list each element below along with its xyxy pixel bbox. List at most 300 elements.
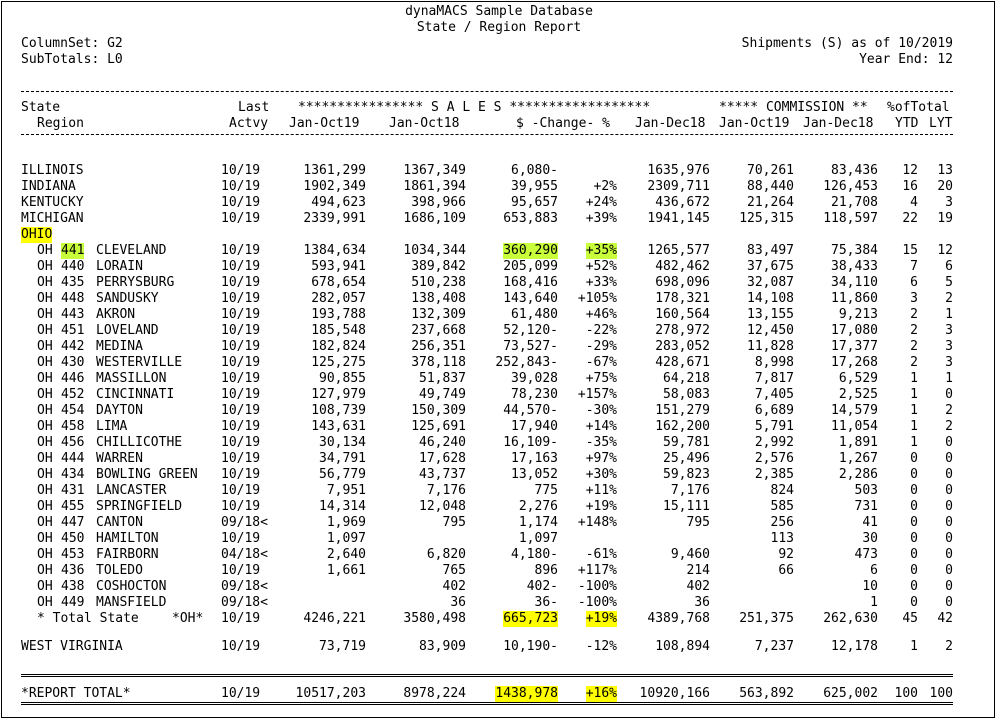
last-activity: 10/19	[221, 259, 261, 274]
change-amount: 205,099	[503, 259, 558, 274]
change-amount: 665,723	[503, 611, 558, 626]
change-percent: +14%	[585, 419, 617, 434]
sales-jan-oct18: 378,118	[411, 355, 466, 370]
change-percent: +157%	[577, 387, 617, 402]
sales-jan-oct18: 12,048	[419, 499, 466, 514]
change-amount: 95,657	[511, 195, 558, 210]
change-percent: +11%	[585, 483, 617, 498]
pct-total-ytd: 22	[902, 211, 918, 226]
sales-jan-dec18: 283,052	[655, 339, 710, 354]
pct-total-lyt: 0	[945, 467, 953, 482]
sales-jan-dec18: 15,111	[663, 499, 710, 514]
pct-total-lyt: 0	[945, 499, 953, 514]
change-amount: 775	[534, 483, 558, 498]
commission-jan-oct19: 7,405	[754, 387, 794, 402]
change-percent: +46%	[585, 307, 617, 322]
change-percent: +35%	[585, 243, 617, 258]
pct-total-lyt: 0	[945, 435, 953, 450]
region-state-code: OH	[37, 483, 53, 498]
pct-total-ytd: 6	[910, 275, 918, 290]
commission-jan-dec18: 9,213	[838, 307, 878, 322]
region-code: 444	[61, 451, 85, 466]
last-activity: 10/19	[221, 323, 261, 338]
last-activity: 10/19	[221, 371, 261, 386]
report-total-label: *REPORT TOTAL*	[21, 686, 131, 701]
commission-jan-dec18: 41	[862, 515, 878, 530]
commission-jan-oct19: 14,108	[747, 291, 794, 306]
sales-jan-dec18: 2309,711	[647, 179, 710, 194]
commission-jan-oct19: 824	[770, 483, 794, 498]
region-code: 451	[61, 323, 85, 338]
commission-jan-oct19: 37,675	[747, 259, 794, 274]
sales-jan-dec18: 178,321	[655, 291, 710, 306]
sales-jan-oct18: 237,668	[411, 323, 466, 338]
region-code: 430	[61, 355, 85, 370]
sales-jan-oct18: 1034,344	[403, 243, 466, 258]
region-state-code: OH	[37, 531, 53, 546]
region-name: FAIRBORN	[96, 547, 159, 562]
change-percent: -29%	[585, 339, 617, 354]
last-activity: 10/19	[221, 307, 261, 322]
sales-jan-dec18: 160,564	[655, 307, 710, 322]
region-code: 446	[61, 371, 85, 386]
commission-jan-oct19: 66	[778, 563, 794, 578]
region-code: 434	[61, 467, 85, 482]
last-activity: 10/19	[221, 499, 261, 514]
pct-total-lyt: 13	[937, 163, 953, 178]
sales-jan-oct19: 678,654	[311, 275, 366, 290]
last-activity: 10/19	[221, 243, 261, 258]
pct-total-ytd: 0	[910, 499, 918, 514]
commission-jan-dec18: 731	[854, 499, 878, 514]
region-code: 455	[61, 499, 85, 514]
commission-jan-oct19: 6,689	[754, 403, 794, 418]
commission-jan-dec18: 38,433	[831, 259, 878, 274]
change-percent: -12%	[585, 639, 617, 654]
region-code: 435	[61, 275, 85, 290]
region-name: SPRINGFIELD	[96, 499, 183, 514]
change-amount: 73,527-	[503, 339, 558, 354]
sales-jan-dec18: 482,462	[655, 259, 710, 274]
region-name: COSHOCTON	[96, 579, 167, 594]
col-jan-oct19: Jan-Oct19	[289, 116, 360, 131]
region-code: 443	[61, 307, 85, 322]
change-amount: 896	[534, 563, 558, 578]
pct-total-ytd: 0	[910, 563, 918, 578]
pct-total-ytd: 4	[910, 195, 918, 210]
sales-jan-oct19: 7,951	[326, 483, 366, 498]
region-state-code: OH	[37, 307, 53, 322]
state-name: WEST VIRGINIA	[21, 639, 123, 654]
sales-jan-oct19: 282,057	[311, 291, 366, 306]
pct-total-ytd: 15	[902, 243, 918, 258]
region-code: 453	[61, 547, 85, 562]
commission-jan-dec18: 21,708	[831, 195, 878, 210]
change-percent: +19%	[585, 611, 617, 626]
col-comm-jan-oct19: Jan-Oct19	[719, 116, 790, 131]
pct-total-ytd: 0	[910, 579, 918, 594]
sales-jan-oct18: 256,351	[411, 339, 466, 354]
region-name: HAMILTON	[96, 531, 159, 546]
last-activity: 10/19	[221, 163, 261, 178]
commission-jan-oct19: 88,440	[747, 179, 794, 194]
col-ytd: YTD	[895, 116, 919, 131]
pct-total-ytd: 0	[910, 515, 918, 530]
region-state-code: OH	[37, 243, 53, 258]
pct-total-ytd: 1	[910, 639, 918, 654]
sales-jan-dec18: 436,672	[655, 195, 710, 210]
sales-jan-dec18: 36	[694, 595, 710, 610]
region-name: DAYTON	[96, 403, 143, 418]
last-activity: 10/19	[221, 563, 261, 578]
last-activity: 10/19	[221, 451, 261, 466]
region-state-code: OH	[37, 259, 53, 274]
sales-jan-oct19: 1902,349	[303, 179, 366, 194]
sales-jan-dec18: 7,176	[670, 483, 710, 498]
change-amount: 4,180-	[511, 547, 558, 562]
pct-total-lyt: 2	[945, 639, 953, 654]
region-name: MEDINA	[96, 339, 143, 354]
region-state-code: OH	[37, 339, 53, 354]
sales-jan-dec18: 9,460	[670, 547, 710, 562]
region-code: 438	[61, 579, 85, 594]
last-activity: 10/19	[221, 435, 261, 450]
pct-total-lyt: 0	[945, 483, 953, 498]
region-code: 447	[61, 515, 85, 530]
pct-total-ytd: 16	[902, 179, 918, 194]
commission-jan-oct19: 8,998	[754, 355, 794, 370]
sales-jan-oct19: 1,661	[326, 563, 366, 578]
last-activity: 04/18<	[221, 547, 268, 562]
change-amount: 402-	[526, 579, 558, 594]
change-percent: +105%	[577, 291, 617, 306]
sales-jan-dec18: 162,200	[655, 419, 710, 434]
commission-jan-dec18: 83,436	[831, 163, 878, 178]
last-activity: 10/19	[221, 195, 261, 210]
pct-total-ytd: 1	[910, 387, 918, 402]
pct-total-ytd: 1	[910, 435, 918, 450]
change-percent: -30%	[585, 403, 617, 418]
commission-jan-dec18: 10	[862, 579, 878, 594]
pct-total-lyt: 0	[945, 387, 953, 402]
commission-jan-oct19: 7,237	[754, 639, 794, 654]
commission-jan-oct19: 563,892	[739, 686, 794, 701]
pct-total-lyt: 0	[945, 451, 953, 466]
last-activity: 10/19	[221, 419, 261, 434]
sales-jan-oct19: 193,788	[311, 307, 366, 322]
region-state-code: OH	[37, 435, 53, 450]
sales-jan-oct19: 1,097	[326, 531, 366, 546]
commission-jan-oct19: 7,817	[754, 371, 794, 386]
state-name: MICHIGAN	[21, 211, 84, 226]
pct-total-ytd: 0	[910, 531, 918, 546]
region-state-code: OH	[37, 499, 53, 514]
pct-total-lyt: 5	[945, 275, 953, 290]
year-end-label: Year End: 12	[859, 52, 953, 67]
commission-jan-dec18: 2,286	[838, 467, 878, 482]
shipments-label: Shipments (S) as of 10/2019	[741, 36, 953, 51]
change-amount: 13,052	[511, 467, 558, 482]
commission-jan-dec18: 12,178	[831, 639, 878, 654]
change-amount: 1,097	[518, 531, 558, 546]
pct-total-lyt: 0	[945, 595, 953, 610]
change-percent: +97%	[585, 451, 617, 466]
pct-total-lyt: 3	[945, 195, 953, 210]
pct-total-ytd: 12	[902, 163, 918, 178]
col-state: State	[21, 100, 61, 115]
change-percent: +75%	[585, 371, 617, 386]
commission-jan-oct19: 585	[770, 499, 794, 514]
commission-jan-oct19: 125,315	[739, 211, 794, 226]
last-activity: 10/19	[221, 403, 261, 418]
change-amount: 168,416	[503, 275, 558, 290]
change-amount: 44,570-	[503, 403, 558, 418]
region-name: CINCINNATI	[96, 387, 175, 402]
sales-jan-oct19: 143,631	[311, 419, 366, 434]
pct-total-lyt: 2	[945, 291, 953, 306]
sales-jan-dec18: 795	[686, 515, 710, 530]
region-name: WARREN	[96, 451, 143, 466]
commission-jan-dec18: 6,529	[838, 371, 878, 386]
last-activity: 09/18<	[221, 579, 268, 594]
region-name: PERRYSBURG	[96, 275, 175, 290]
commission-jan-oct19: 113	[770, 531, 794, 546]
sales-jan-oct18: 17,628	[419, 451, 466, 466]
sales-jan-oct19: 4246,221	[303, 611, 366, 626]
sales-jan-oct18: 43,737	[419, 467, 466, 482]
change-amount: 2,276	[518, 499, 558, 514]
state-name: OHIO	[21, 227, 53, 242]
pct-total-ytd: 1	[910, 403, 918, 418]
sales-jan-dec18: 1265,577	[647, 243, 710, 258]
commission-jan-dec18: 34,110	[831, 275, 878, 290]
pct-total-lyt: 2	[945, 403, 953, 418]
pct-total-lyt: 42	[937, 611, 953, 626]
pct-total-ytd: 0	[910, 547, 918, 562]
change-amount: 6,080-	[511, 163, 558, 178]
region-state-code: OH	[37, 547, 53, 562]
pct-total-ytd: 7	[910, 259, 918, 274]
sales-jan-oct18: 125,691	[411, 419, 466, 434]
sales-jan-oct18: 1861,394	[403, 179, 466, 194]
region-code: 436	[61, 563, 85, 578]
commission-jan-oct19: 83,497	[747, 243, 794, 258]
change-percent: +52%	[585, 259, 617, 274]
commission-jan-oct19: 92	[778, 547, 794, 562]
last-activity: 10/19	[221, 639, 261, 654]
region-state-code: OH	[37, 275, 53, 290]
sales-jan-oct18: 510,238	[411, 275, 466, 290]
change-percent: -22%	[585, 323, 617, 338]
change-amount: 1438,978	[495, 686, 558, 701]
region-state-code: OH	[37, 387, 53, 402]
col-comm-jan-dec18: Jan-Dec18	[803, 116, 874, 131]
sales-jan-oct19: 34,791	[319, 451, 366, 466]
col-change: $ -Change- %	[516, 116, 610, 131]
commission-jan-dec18: 1	[870, 595, 878, 610]
region-code: 441	[61, 243, 85, 258]
commission-jan-oct19: 11,828	[747, 339, 794, 354]
change-amount: 653,883	[503, 211, 558, 226]
region-code: 452	[61, 387, 85, 402]
region-name: AKRON	[96, 307, 136, 322]
change-amount: 360,290	[503, 243, 558, 258]
region-state-code: OH	[37, 291, 53, 306]
pct-total-ytd: 2	[910, 323, 918, 338]
change-percent: +16%	[585, 686, 617, 701]
pct-total-lyt: 3	[945, 323, 953, 338]
sales-jan-oct18: 398,966	[411, 195, 466, 210]
col-jan-oct18: Jan-Oct18	[389, 116, 460, 131]
change-amount: 61,480	[511, 307, 558, 322]
commission-jan-oct19: 256	[770, 515, 794, 530]
sales-jan-oct18: 83,909	[419, 639, 466, 654]
pct-total-lyt: 2	[945, 419, 953, 434]
sales-jan-oct19: 1384,634	[303, 243, 366, 258]
pct-total-lyt: 19	[937, 211, 953, 226]
change-amount: 39,955	[511, 179, 558, 194]
commission-jan-oct19: 12,450	[747, 323, 794, 338]
sales-jan-oct18: 8978,224	[403, 686, 466, 701]
commission-jan-dec18: 1,891	[838, 435, 878, 450]
region-code: 456	[61, 435, 85, 450]
pct-total-ytd: 3	[910, 291, 918, 306]
pct-total-ytd: 1	[910, 419, 918, 434]
change-percent: -35%	[585, 435, 617, 450]
change-percent: -67%	[585, 355, 617, 370]
commission-jan-oct19: 32,087	[747, 275, 794, 290]
sales-jan-dec18: 108,894	[655, 639, 710, 654]
commission-jan-dec18: 11,054	[831, 419, 878, 434]
change-percent: +19%	[585, 499, 617, 514]
region-code: 440	[61, 259, 85, 274]
sales-jan-oct18: 132,309	[411, 307, 466, 322]
sales-jan-dec18: 25,496	[663, 451, 710, 466]
divider-top	[21, 91, 953, 92]
change-percent: +117%	[577, 563, 617, 578]
sales-jan-dec18: 64,218	[663, 371, 710, 386]
pct-total-lyt: 20	[937, 179, 953, 194]
commission-jan-dec18: 17,268	[831, 355, 878, 370]
region-code: 431	[61, 483, 85, 498]
pct-total-lyt: 1	[945, 371, 953, 386]
region-name: MANSFIELD	[96, 595, 167, 610]
region-name: LANCASTER	[96, 483, 167, 498]
sales-jan-oct19: 494,623	[311, 195, 366, 210]
change-amount: 16,109-	[503, 435, 558, 450]
last-activity: 10/19	[221, 686, 261, 701]
last-activity: 10/19	[221, 291, 261, 306]
commission-jan-oct19: 2,992	[754, 435, 794, 450]
region-name: TOLEDO	[96, 563, 143, 578]
commission-jan-oct19: 13,155	[747, 307, 794, 322]
sales-banner: **************** S A L E S ******************	[298, 100, 651, 115]
pct-total-lyt: 100	[929, 686, 953, 701]
pct-total-lyt: 1	[945, 307, 953, 322]
sales-jan-oct18: 150,309	[411, 403, 466, 418]
commission-jan-oct19: 5,791	[754, 419, 794, 434]
region-code: 449	[61, 595, 85, 610]
pct-total-lyt: 0	[945, 563, 953, 578]
pct-total-ytd: 0	[910, 451, 918, 466]
report-title: dynaMACS Sample Database	[405, 4, 593, 19]
sales-jan-dec18: 4389,768	[647, 611, 710, 626]
region-state-code: OH	[37, 323, 53, 338]
change-amount: 17,940	[511, 419, 558, 434]
divider-total-bottom	[21, 702, 953, 705]
sales-jan-dec18: 59,781	[663, 435, 710, 450]
region-code: 448	[61, 291, 85, 306]
sales-jan-oct18: 6,820	[426, 547, 466, 562]
change-amount: 17,163	[511, 451, 558, 466]
sales-jan-oct19: 56,779	[319, 467, 366, 482]
region-name: LOVELAND	[96, 323, 159, 338]
change-amount: 78,230	[511, 387, 558, 402]
sales-jan-oct18: 36	[450, 595, 466, 610]
sales-jan-oct19: 2339,991	[303, 211, 366, 226]
region-state-code: OH	[37, 515, 53, 530]
pct-total-ytd: 2	[910, 339, 918, 354]
last-activity: 09/18<	[221, 595, 268, 610]
pct-total-lyt: 3	[945, 355, 953, 370]
sales-jan-oct19: 108,739	[311, 403, 366, 418]
sales-jan-dec18: 1635,976	[647, 163, 710, 178]
pct-total-lyt: 0	[945, 547, 953, 562]
sales-jan-dec18: 698,096	[655, 275, 710, 290]
pct-total-ytd: 0	[910, 467, 918, 482]
commission-jan-dec18: 262,630	[823, 611, 878, 626]
change-percent: +39%	[585, 211, 617, 226]
commission-jan-dec18: 118,597	[823, 211, 878, 226]
last-activity: 10/19	[221, 387, 261, 402]
last-activity: 10/19	[221, 275, 261, 290]
commission-jan-dec18: 75,384	[831, 243, 878, 258]
sales-jan-oct18: 795	[442, 515, 466, 530]
subtotals-label: SubTotals: L0	[21, 52, 123, 67]
change-percent: +33%	[585, 275, 617, 290]
state-name: INDIANA	[21, 179, 76, 194]
divider-total-top	[21, 674, 953, 677]
pct-total-ytd: 0	[910, 595, 918, 610]
commission-jan-dec18: 1,267	[838, 451, 878, 466]
commission-jan-oct19: 251,375	[739, 611, 794, 626]
commission-jan-dec18: 6	[870, 563, 878, 578]
pct-total-ytd: 2	[910, 355, 918, 370]
sales-jan-dec18: 214	[686, 563, 710, 578]
change-percent: -100%	[577, 595, 617, 610]
pct-total-ytd: 1	[910, 371, 918, 386]
sales-jan-oct19: 125,275	[311, 355, 366, 370]
sales-jan-oct19: 182,824	[311, 339, 366, 354]
sales-jan-oct19: 1,969	[326, 515, 366, 530]
change-percent: +30%	[585, 467, 617, 482]
commission-jan-dec18: 625,002	[823, 686, 878, 701]
last-activity: 10/19	[221, 355, 261, 370]
sales-jan-oct19: 73,719	[319, 639, 366, 654]
last-activity: 10/19	[221, 611, 261, 626]
change-percent: -61%	[585, 547, 617, 562]
sales-jan-dec18: 58,083	[663, 387, 710, 402]
sales-jan-oct18: 1367,349	[403, 163, 466, 178]
sales-jan-dec18: 428,671	[655, 355, 710, 370]
sales-jan-oct18: 765	[442, 563, 466, 578]
sales-jan-oct18: 138,408	[411, 291, 466, 306]
change-percent: -100%	[577, 579, 617, 594]
sales-jan-dec18: 278,972	[655, 323, 710, 338]
region-state-code: OH	[37, 371, 53, 386]
region-state-code: OH	[37, 467, 53, 482]
pct-total-lyt: 12	[937, 243, 953, 258]
